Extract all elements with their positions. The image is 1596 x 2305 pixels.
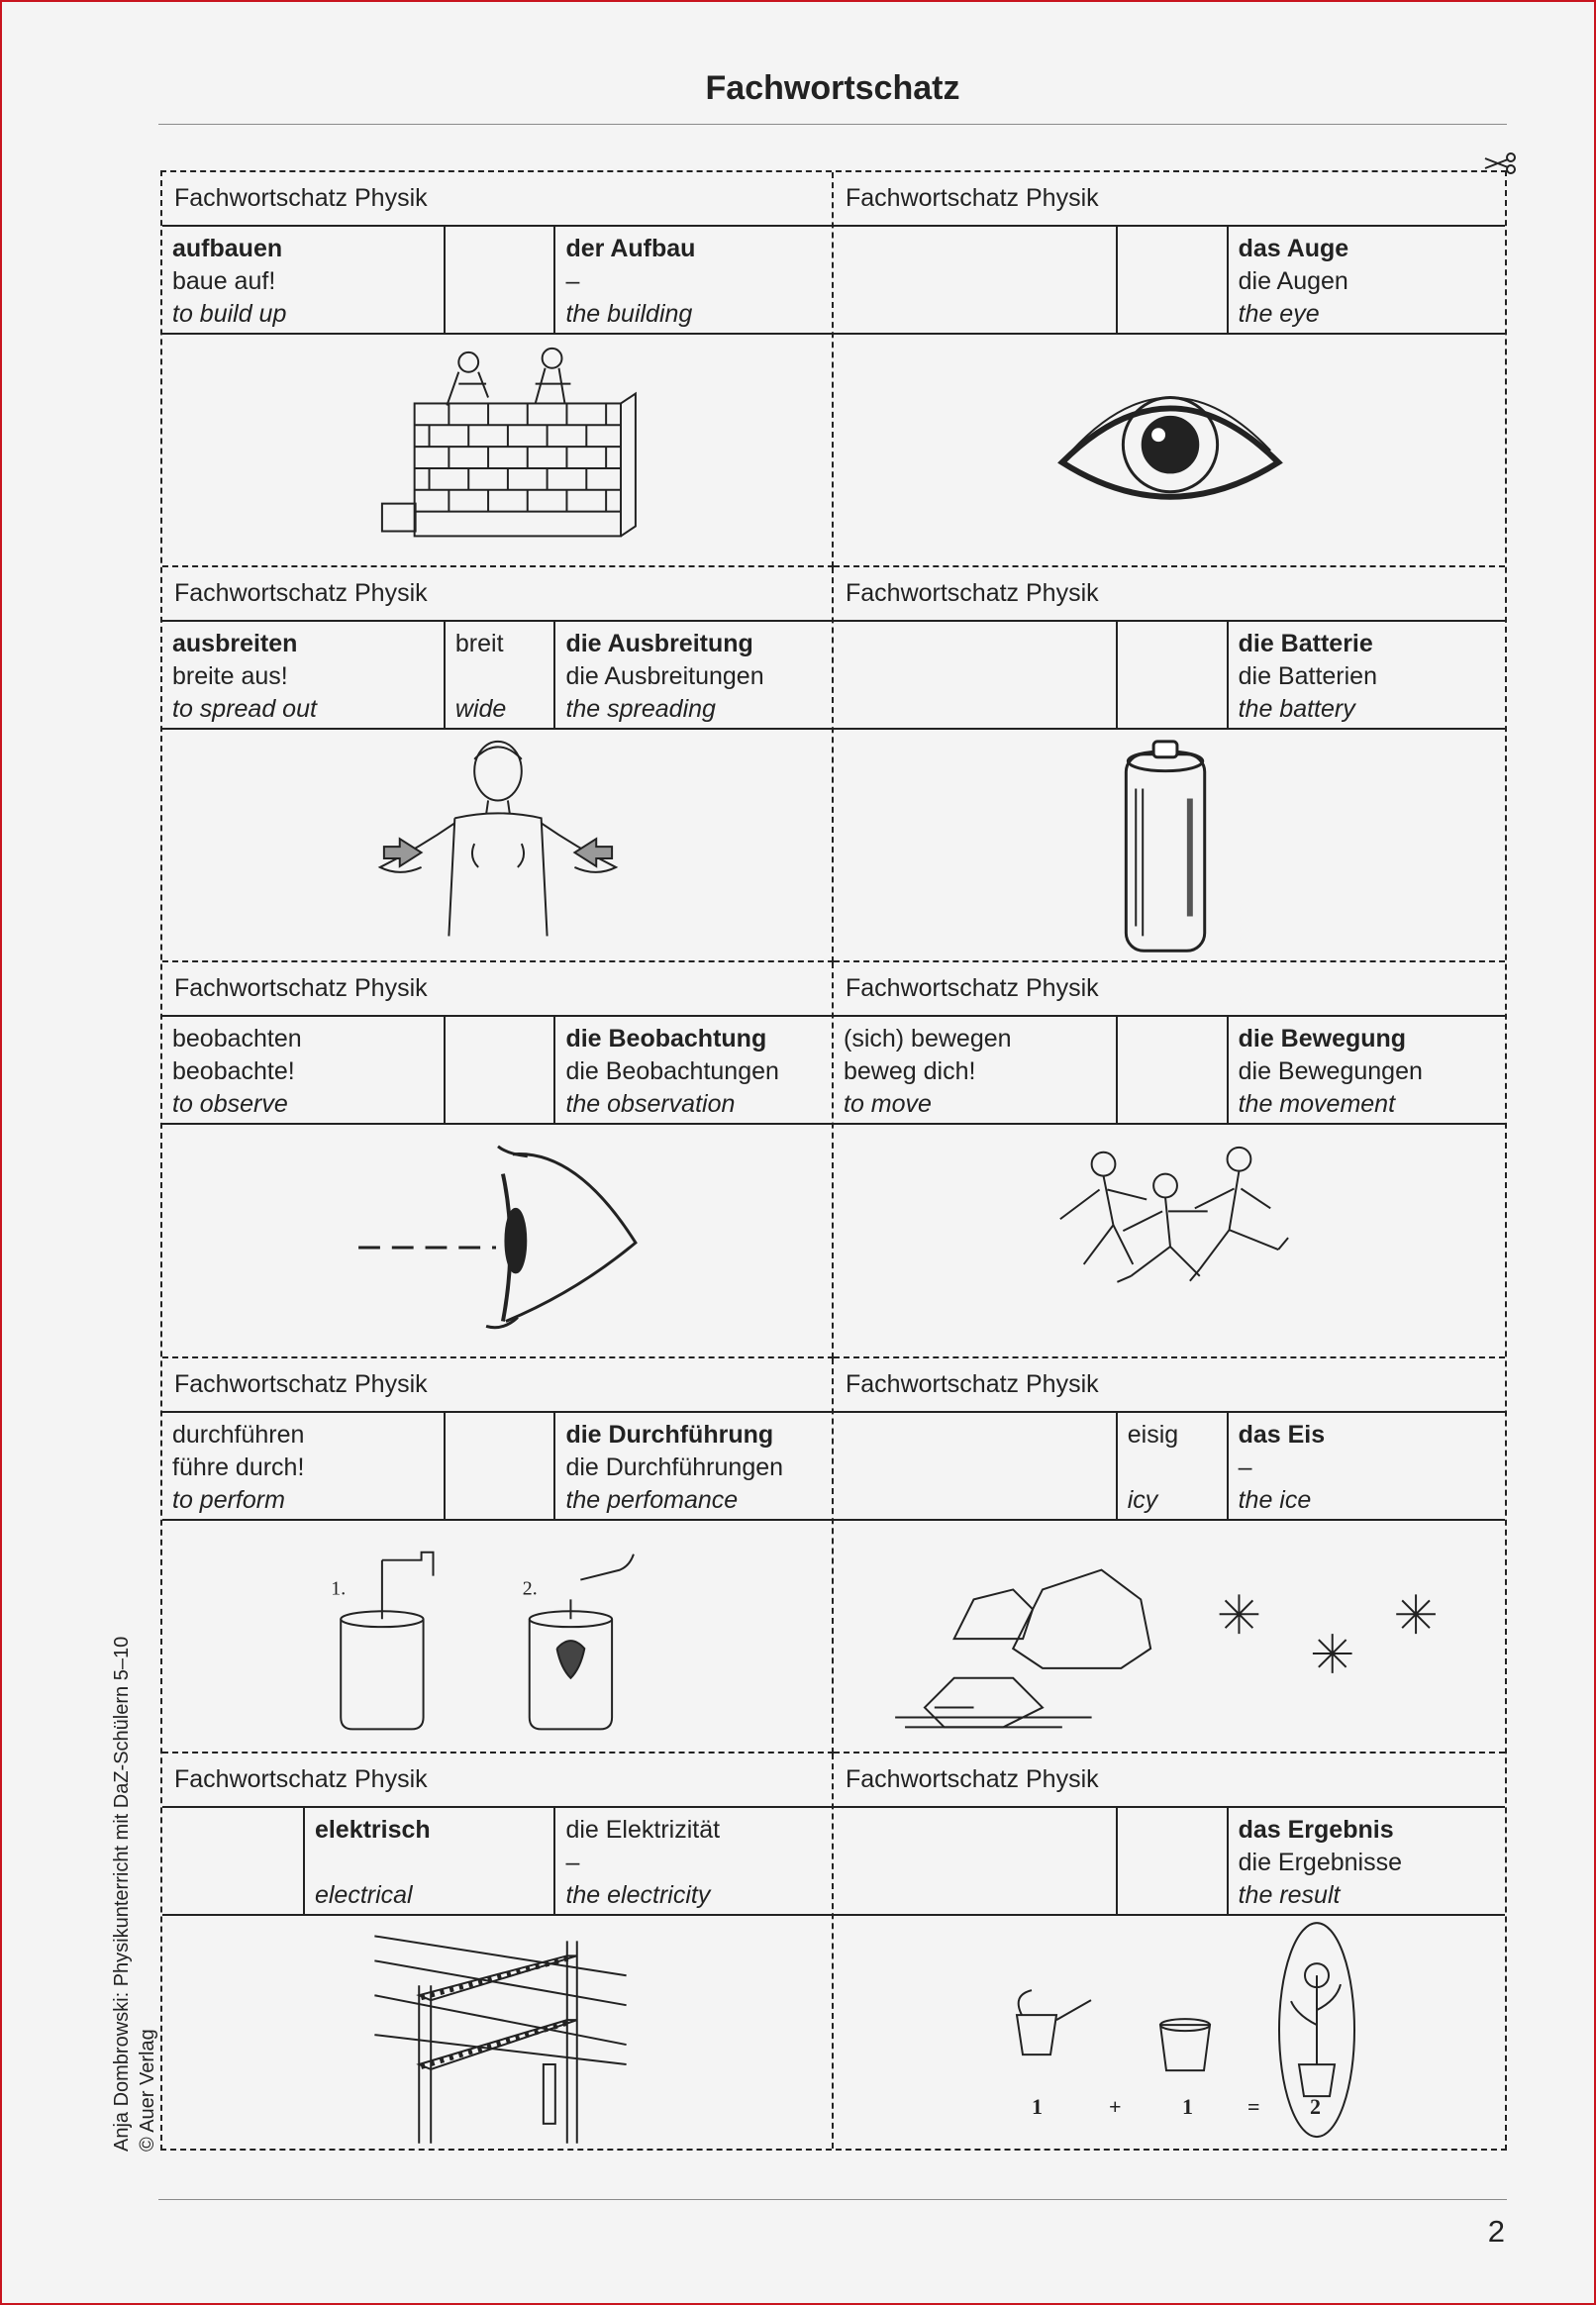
verb-cell [834, 622, 1116, 728]
adjective-cell [444, 1413, 554, 1519]
card-word-table [162, 1017, 832, 1125]
word-line: eisig [1127, 1420, 1179, 1449]
word-line [172, 1814, 293, 1847]
word-line: die Durchführungen [565, 1453, 784, 1481]
verb-cell [162, 1017, 444, 1123]
side-credit [109, 1637, 160, 2152]
word-line: (sich) bewegen [844, 1025, 1012, 1053]
word-line: die Beobachtung [565, 1025, 767, 1053]
word-line: ausbreiten [172, 630, 298, 658]
man-spreading-arms-illustration [162, 730, 832, 960]
word-line: the spreading [565, 695, 716, 724]
adjective-cell [1116, 227, 1227, 333]
card-word-table [834, 1808, 1505, 1916]
word-line: die Batterien [1238, 662, 1377, 691]
word-line [172, 1847, 293, 1879]
word-line: the building [565, 300, 693, 328]
word-line [455, 1419, 545, 1452]
vocab-card [162, 1754, 834, 2149]
word-line: the result [1238, 1880, 1341, 1909]
word-line: breite aus! [172, 662, 288, 691]
card-header: Fachwortschatz Physik [834, 1358, 1505, 1413]
boys-building-wall-illustration [162, 335, 832, 565]
word-line: to observe [172, 1090, 288, 1119]
word-line: die Bewegung [1238, 1025, 1407, 1053]
word-line [455, 298, 545, 331]
word-line [844, 233, 1106, 265]
word-line: to spread out [172, 695, 317, 724]
word-line: wide [454, 695, 507, 724]
word-line: die Augen [1238, 267, 1348, 295]
noun-cell [1227, 622, 1505, 728]
credit-line: Anja Dombrowski: Physikunterricht mit DaZ-Schülern 5–10 [111, 1636, 133, 2152]
noun-cell [1227, 1017, 1505, 1123]
word-line: elektrisch [314, 1815, 431, 1844]
word-line [844, 660, 1106, 693]
adjective-cell [1116, 622, 1227, 728]
verb-cell [834, 1808, 1116, 1914]
card-header: Fachwortschatz Physik [834, 962, 1505, 1017]
word-line [1128, 298, 1217, 331]
verb-cell [162, 1808, 303, 1914]
equation-term-2: 1 [1182, 2093, 1193, 2119]
word-line: breit [454, 630, 504, 658]
vocab-card [162, 1358, 834, 1754]
card-word-table [162, 1413, 832, 1521]
word-line: führe durch! [172, 1453, 305, 1481]
word-line: the electricity [565, 1880, 711, 1909]
word-line: die Elektrizität [565, 1815, 721, 1844]
word-line [455, 233, 545, 265]
word-line: die Ausbreitung [565, 630, 753, 658]
title-divider [158, 124, 1507, 125]
word-line [844, 1484, 1106, 1517]
eye-illustration [834, 335, 1505, 565]
word-line: beobachten [172, 1025, 302, 1053]
word-line: die Batterie [1238, 630, 1373, 658]
word-line [455, 1055, 545, 1088]
vocab-card [834, 962, 1505, 1357]
verb-cell [162, 622, 444, 728]
vocab-card [162, 962, 834, 1357]
word-line: the perfomance [565, 1485, 739, 1514]
word-line [455, 1023, 545, 1055]
card-header: Fachwortschatz Physik [162, 962, 832, 1017]
vocab-card [162, 567, 834, 962]
noun-cell [553, 1808, 832, 1914]
word-line: to move [844, 1090, 932, 1119]
word-line [1128, 233, 1217, 265]
power-lines-illustration [162, 1916, 832, 2149]
vocab-card [834, 172, 1505, 567]
experiment-illustration [162, 1521, 832, 1752]
eye-side-view-illustration [162, 1125, 832, 1355]
word-line: the movement [1238, 1090, 1396, 1119]
word-line: beweg dich! [844, 1057, 976, 1086]
adjective-cell [303, 1808, 554, 1914]
word-line [844, 1814, 1106, 1847]
word-line: der Aufbau [565, 235, 696, 262]
ice-and-snowflakes-illustration [834, 1521, 1505, 1752]
word-line: to perform [172, 1485, 285, 1514]
vocabulary-card-grid [160, 170, 1507, 2151]
vocab-card [834, 1358, 1505, 1754]
word-line [844, 265, 1106, 298]
word-line: electrical [314, 1880, 413, 1909]
word-line [1128, 628, 1217, 660]
card-word-table [834, 622, 1505, 730]
word-line: beobachte! [172, 1057, 295, 1086]
word-line [455, 1484, 545, 1517]
word-line: the eye [1238, 300, 1320, 328]
word-line: durchführen [172, 1420, 305, 1449]
word-line [1128, 660, 1217, 693]
card-word-table [162, 622, 832, 730]
word-line: die Ergebnisse [1238, 1848, 1402, 1876]
word-line [1128, 1023, 1217, 1055]
vocab-card [834, 567, 1505, 962]
battery-illustration [834, 730, 1505, 960]
noun-cell [1227, 1808, 1505, 1914]
noun-cell [1227, 227, 1505, 333]
step-two-label: 2. [522, 1577, 538, 1600]
word-line [844, 628, 1106, 660]
adjective-cell [444, 1017, 554, 1123]
word-line [1128, 693, 1217, 726]
word-line [455, 265, 545, 298]
word-line: aufbauen [172, 235, 283, 262]
noun-cell [553, 1413, 832, 1519]
word-line [1128, 1452, 1217, 1484]
card-word-table [834, 1017, 1505, 1125]
verb-cell [162, 1413, 444, 1519]
word-line: – [565, 1848, 580, 1876]
word-line: das Eis [1238, 1420, 1326, 1449]
card-header: Fachwortschatz Physik [162, 172, 832, 227]
card-word-table [834, 1413, 1505, 1521]
adjective-cell [1116, 1017, 1227, 1123]
word-line [844, 1419, 1106, 1452]
equation-result: 2 [1310, 2093, 1321, 2119]
word-line [1128, 1055, 1217, 1088]
noun-cell [553, 622, 832, 728]
card-header: Fachwortschatz Physik [834, 1754, 1505, 1808]
word-line: icy [1127, 1485, 1158, 1514]
word-line: the ice [1238, 1485, 1312, 1514]
word-line [315, 1847, 545, 1879]
word-line: to build up [172, 300, 287, 328]
word-line [844, 1452, 1106, 1484]
card-header: Fachwortschatz Physik [162, 1754, 832, 1808]
adjective-cell [444, 622, 554, 728]
running-kids-illustration [834, 1125, 1505, 1355]
credit-line: © Auer Verlag [137, 2029, 158, 2152]
word-line [455, 660, 545, 693]
equation-equals: = [1247, 2093, 1260, 2119]
plant-growth-equation-illustration [834, 1916, 1505, 2149]
verb-cell [162, 227, 444, 333]
word-line [844, 1879, 1106, 1912]
adjective-cell [444, 227, 554, 333]
word-line [844, 298, 1106, 331]
card-header: Fachwortschatz Physik [162, 1358, 832, 1413]
noun-cell [1227, 1413, 1505, 1519]
page-title: Fachwortschatz [705, 69, 960, 107]
word-line: – [565, 267, 580, 295]
word-line [172, 1879, 293, 1912]
word-line: die Beobachtungen [565, 1057, 779, 1086]
word-line [455, 1088, 545, 1121]
word-line: das Auge [1238, 235, 1349, 262]
word-line: die Ausbreitungen [565, 662, 764, 691]
word-line [1128, 265, 1217, 298]
step-one-label: 1. [331, 1577, 347, 1600]
word-line: die Durchführung [565, 1420, 774, 1449]
card-header: Fachwortschatz Physik [834, 172, 1505, 227]
equation-plus: + [1109, 2093, 1122, 2119]
word-line [1128, 1847, 1217, 1879]
card-header: Fachwortschatz Physik [834, 567, 1505, 622]
adjective-cell [1116, 1413, 1227, 1519]
word-line [1128, 1088, 1217, 1121]
card-header: Fachwortschatz Physik [162, 567, 832, 622]
word-line: the observation [565, 1090, 736, 1119]
footer-divider [158, 2199, 1507, 2200]
word-line: die Bewegungen [1238, 1057, 1423, 1086]
vocab-card [834, 1754, 1505, 2149]
word-line [455, 1452, 545, 1484]
verb-cell [834, 1017, 1116, 1123]
word-line: the battery [1238, 695, 1355, 724]
card-word-table [162, 1808, 832, 1916]
word-line [844, 693, 1106, 726]
noun-cell [553, 227, 832, 333]
equation-term-1: 1 [1032, 2093, 1043, 2119]
word-line: das Ergebnis [1238, 1815, 1394, 1844]
word-line: – [1238, 1453, 1252, 1481]
word-line [844, 1847, 1106, 1879]
word-line [1128, 1879, 1217, 1912]
word-line [1128, 1814, 1217, 1847]
card-word-table [162, 227, 832, 335]
card-word-table [834, 227, 1505, 335]
noun-cell [553, 1017, 832, 1123]
verb-cell [834, 227, 1116, 333]
verb-cell [834, 1413, 1116, 1519]
vocab-card [162, 172, 834, 567]
page-number: 2 [1487, 2214, 1505, 2249]
word-line: baue auf! [172, 267, 276, 295]
adjective-cell [1116, 1808, 1227, 1914]
